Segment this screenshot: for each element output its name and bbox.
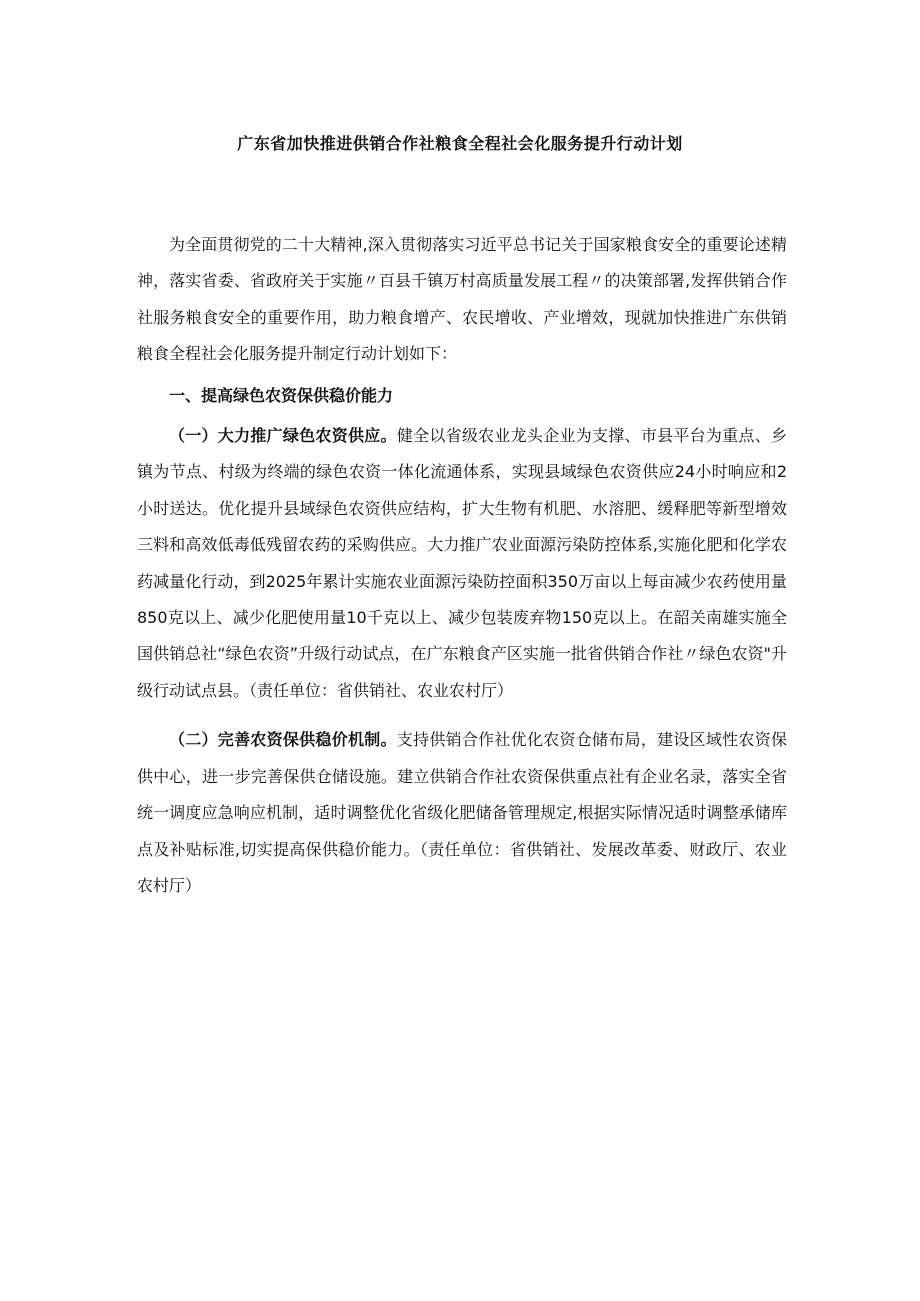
item-2-paragraph [137,722,787,904]
intro-paragraph: 为全面贯彻党的二十大精神,深入贯彻落实习近平总书记关于国家粮食安全的重要论述精神，落实省委、省政府关于实施〃百县千镇万村高质量发展工程〃的决策部署,发挥供销合作社服务粮食安全的重要作用，助力粮食增产、农民增收、产业增效，现就加快推进广东供销粮食全程社会化服务提升制定行动计划如下： [137,235,787,364]
document-title: 广东省加快推进供销合作社粮食全程社会化服务提升行动计划 [237,134,683,153]
item-2-body: 支持供销合作社优化农资仓储布局，建设区域性农资保供中心，进一步完善保供仓储设施。建立供销合作社农资保供重点社有企业名录，落实全省统一调度应急响应机制，适时调整优化省级化肥储备管理规定,根据实际情况适时调整承储库点及补贴标准,切实提高保供稳价能力。（责任单位：省供销社、发展改革委、财政厅、农业农村厅） [137,730,787,895]
item-1-lead: （一）大力推广绿色农资供应。 [169,426,397,446]
item-1-body: 健全以省级农业龙头企业为支撑、市县平台为重点、乡镇为节点、村级为终端的绿色农资一体化流通体系，实现县域绿色农资供应24小时响应和2小时送达。优化提升县域绿色农资供应结构，扩大生物有机肥、水溶肥、缓释肥等新型增效三料和高效低毒低残留农药的采购供应。大力推广农业面源污染防控体系,实施化肥和化学农药减量化行动，到2025年累计实施农业面源污染防控面积350万亩以上每亩减少农药使用量850克以上、减少化肥使用量10千克以上、减少包装废弃物150克以上。在韶关南雄实施全国供销总社“绿色农资”升级行动试点，在广东粮食产区实施一批省供销合作社〃绿色农资"升级行动试点县。（责任单位：省供销社、农业农村厅） [137,426,787,700]
section-heading: 一、提高绿色农资保供稳价能力 [169,385,394,405]
document-body [137,227,787,904]
item-2-lead: （二）完善农资保供稳价机制。 [169,730,397,750]
item-1-paragraph [137,418,787,709]
